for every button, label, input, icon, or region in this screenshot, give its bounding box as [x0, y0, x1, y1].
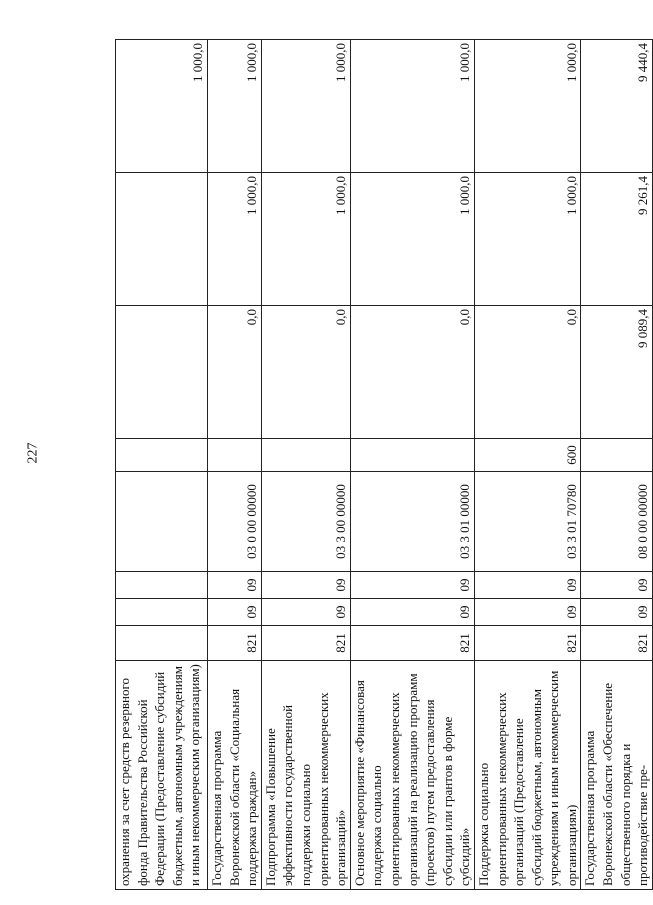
cell-name: охранения за счет средств резервного фонда Правительства Российской Федерации (Предоставление субсидий бюджетным, автономным учреждениям и иным некоммерческим организациям): [116, 661, 208, 890]
cell-grbs: 821: [474, 626, 581, 661]
cell-name: Основное мероприятие «Финансовая поддержка социально ориентированных некоммерческих организаций на реализацию программ (проектов) путем предоставления субсидии или грантов в форме субсидий»: [350, 661, 474, 890]
cell-rz: 09: [261, 599, 350, 626]
cell-vr: [208, 439, 262, 472]
cell-y3: 1 000,0: [208, 40, 262, 173]
cell-pr: 09: [261, 572, 350, 599]
cell-csr: 03 3 01 70780: [474, 472, 581, 572]
budget-table: [115, 39, 653, 890]
cell-y1: 9 089,4: [581, 306, 652, 439]
cell-grbs: 821: [261, 626, 350, 661]
cell-vr: [116, 439, 208, 472]
cell-csr: 03 3 01 00000: [350, 472, 474, 572]
cell-y1: 0,0: [350, 306, 474, 439]
cell-pr: 09: [350, 572, 474, 599]
cell-grbs: 821: [208, 626, 262, 661]
cell-y1: 0,0: [208, 306, 262, 439]
table-row: [116, 40, 208, 890]
cell-grbs: 821: [581, 626, 652, 661]
cell-y3: 1 000,0: [350, 40, 474, 173]
cell-y3: 1 000,0: [261, 40, 350, 173]
cell-name: Подпрограмма «Повышение эффективности государственной поддержки социально ориентированных некоммерческих организаций»: [261, 661, 350, 890]
cell-vr: [581, 439, 652, 472]
cell-rz: 09: [208, 599, 262, 626]
cell-y2: 1 000,0: [350, 173, 474, 306]
cell-y2: 1 000,0: [474, 173, 581, 306]
cell-name: Поддержка социально ориентированных некоммерческих организаций (Предоставление субсидий бюджетным, автономным учреждениям и иным некоммерческим организациям): [474, 661, 581, 890]
cell-y3: 1 000,0: [474, 40, 581, 173]
cell-vr: [261, 439, 350, 472]
cell-y3: 1 000,0: [116, 40, 208, 173]
table-row: [208, 40, 262, 890]
cell-grbs: 821: [350, 626, 474, 661]
cell-y2: 1 000,0: [208, 173, 262, 306]
cell-rz: [116, 599, 208, 626]
table-row: [581, 40, 652, 890]
page-number: 227: [25, 442, 40, 464]
cell-csr: 03 3 00 00000: [261, 472, 350, 572]
cell-csr: [116, 472, 208, 572]
cell-pr: [116, 572, 208, 599]
cell-rz: 09: [474, 599, 581, 626]
cell-y3: 9 440,4: [581, 40, 652, 173]
cell-csr: 03 0 00 00000: [208, 472, 262, 572]
table-row: [474, 40, 581, 890]
cell-name: Государственная программа Воронежской области «Социальная поддержка граждан»: [208, 661, 262, 890]
cell-pr: 09: [208, 572, 262, 599]
table-row: [350, 40, 474, 890]
cell-y1: 0,0: [474, 306, 581, 439]
cell-csr: 08 0 00 00000: [581, 472, 652, 572]
cell-vr: 600: [474, 439, 581, 472]
cell-y2: 9 261,4: [581, 173, 652, 306]
cell-y1: [116, 306, 208, 439]
cell-vr: [350, 439, 474, 472]
cell-rz: 09: [350, 599, 474, 626]
cell-rz: 09: [581, 599, 652, 626]
cell-pr: 09: [474, 572, 581, 599]
cell-grbs: [116, 626, 208, 661]
cell-y2: 1 000,0: [261, 173, 350, 306]
cell-y2: [116, 173, 208, 306]
cell-y1: 0,0: [261, 306, 350, 439]
table-row: [261, 40, 350, 890]
cell-pr: 09: [581, 572, 652, 599]
cell-name: Государственная программа Воронежской области «Обеспечение общественного порядка и противодействие пре-: [581, 661, 652, 890]
